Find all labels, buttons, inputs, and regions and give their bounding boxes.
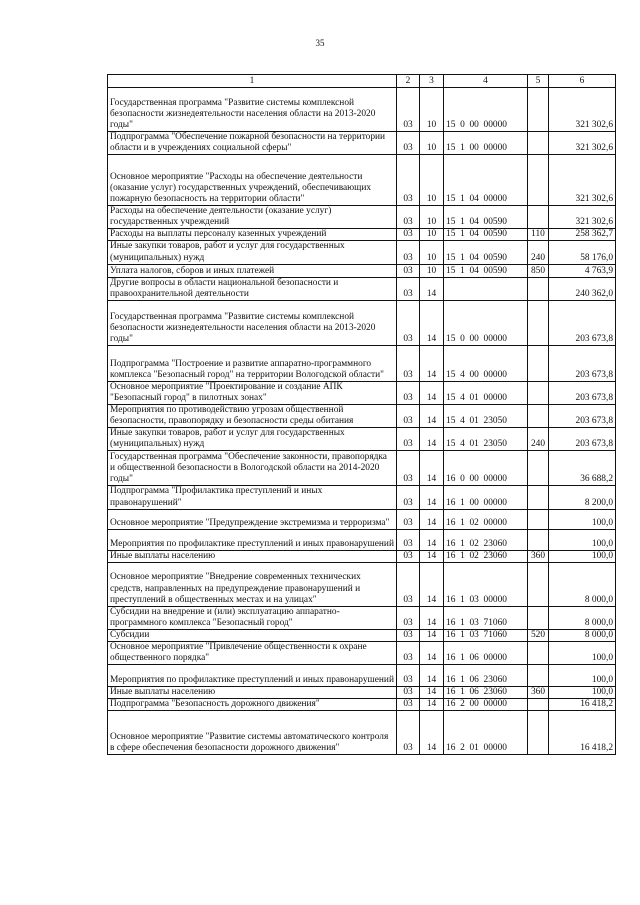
- cell-csr: [444, 277, 528, 300]
- cell-pr: 14: [420, 641, 444, 664]
- cell-pr: 14: [420, 711, 444, 755]
- cell-csr: 16 1 00 00000: [444, 486, 528, 509]
- cell-name: Мероприятия по противодействию угрозам общественной безопасности, правопорядку и безопасности среды обитания: [108, 405, 397, 428]
- cell-sum: 8 000,0: [549, 629, 616, 641]
- cell-sum: 8 000,0: [549, 606, 616, 629]
- cell-sum: 100,0: [549, 641, 616, 664]
- page-number: 35: [315, 38, 325, 48]
- cell-sum: 203 673,8: [549, 345, 616, 381]
- cell-name: Расходы на выплаты персоналу казенных учреждений: [108, 229, 397, 241]
- cell-vr: [528, 345, 549, 381]
- cell-csr: 15 1 04 00590: [444, 264, 528, 277]
- cell-rz: 03: [397, 132, 420, 155]
- cell-name: Расходы на обеспечение деятельности (оказание услуг) государственных учреждений: [108, 206, 397, 229]
- table-row: [108, 345, 616, 381]
- cell-rz: 03: [397, 665, 420, 687]
- cell-sum: 321 302,6: [549, 206, 616, 229]
- cell-name: Иные закупки товаров, работ и услуг для государственных (муниципальных) нужд: [108, 241, 397, 264]
- table-row: [108, 699, 616, 711]
- cell-pr: 14: [420, 562, 444, 606]
- cell-pr: 14: [420, 300, 444, 345]
- cell-vr: [528, 206, 549, 229]
- cell-rz: 03: [397, 562, 420, 606]
- cell-sum: 203 673,8: [549, 405, 616, 428]
- cell-rz: 03: [397, 206, 420, 229]
- cell-vr: [528, 381, 549, 404]
- cell-sum: 36 688,2: [549, 451, 616, 486]
- cell-name: Подпрограмма "Профилактика преступлений и иных правонарушений": [108, 486, 397, 509]
- table-row: [108, 381, 616, 404]
- cell-vr: [528, 300, 549, 345]
- cell-name: Основное мероприятие "Привлечение общественности к охране общественного порядка": [108, 641, 397, 664]
- cell-name: Субсидии на внедрение и (или) эксплуатацию аппаратно-программного комплекса "Безопасный город": [108, 606, 397, 629]
- cell-name: Мероприятия по профилактике преступлений и иных правонарушений: [108, 529, 397, 550]
- cell-vr: 520: [528, 629, 549, 641]
- column-header: 1: [108, 75, 397, 88]
- column-header: 6: [549, 75, 616, 88]
- cell-csr: 16 1 03 71060: [444, 629, 528, 641]
- cell-csr: 15 0 00 00000: [444, 300, 528, 345]
- cell-rz: 03: [397, 229, 420, 241]
- cell-rz: 03: [397, 687, 420, 699]
- cell-csr: 16 1 02 23060: [444, 529, 528, 550]
- cell-rz: 03: [397, 241, 420, 264]
- cell-sum: 203 673,8: [549, 381, 616, 404]
- cell-name: Государственная программа "Обеспечение законности, правопорядка и общественной безопасности в Вологодской области на 2014-2020 годы": [108, 451, 397, 486]
- cell-pr: 14: [420, 345, 444, 381]
- table-row: [108, 451, 616, 486]
- table-row: [108, 509, 616, 529]
- cell-rz: 03: [397, 345, 420, 381]
- cell-vr: 110: [528, 229, 549, 241]
- cell-pr: 14: [420, 687, 444, 699]
- cell-sum: 58 176,0: [549, 241, 616, 264]
- cell-vr: 360: [528, 687, 549, 699]
- column-header: 3: [420, 75, 444, 88]
- cell-name: Государственная программа "Развитие системы комплексной безопасности жизнедеятельности населения области на 2013-2020 годы": [108, 88, 397, 132]
- cell-vr: [528, 641, 549, 664]
- cell-rz: 03: [397, 88, 420, 132]
- cell-rz: 03: [397, 451, 420, 486]
- cell-csr: 16 0 00 00000: [444, 451, 528, 486]
- cell-vr: [528, 606, 549, 629]
- cell-vr: 240: [528, 241, 549, 264]
- cell-rz: 03: [397, 277, 420, 300]
- cell-csr: 15 4 00 00000: [444, 345, 528, 381]
- budget-table: [107, 74, 616, 755]
- cell-csr: 16 1 03 00000: [444, 562, 528, 606]
- cell-name: Уплата налогов, сборов и иных платежей: [108, 264, 397, 277]
- cell-sum: 100,0: [549, 687, 616, 699]
- column-header: 4: [444, 75, 528, 88]
- table-row: [108, 277, 616, 300]
- cell-name: Основное мероприятие "Расходы на обеспечение деятельности (оказание услуг) государственных учреждений, обеспечивающих пожарную безопасность на территории области": [108, 155, 397, 206]
- cell-sum: 321 302,6: [549, 88, 616, 132]
- cell-pr: 14: [420, 451, 444, 486]
- cell-name: Другие вопросы в области национальной безопасности и правоохранительной деятельности: [108, 277, 397, 300]
- cell-name: Мероприятия по профилактике преступлений и иных правонарушений: [108, 665, 397, 687]
- table-row: [108, 550, 616, 562]
- table-row: [108, 405, 616, 428]
- cell-sum: 16 418,2: [549, 699, 616, 711]
- cell-pr: 10: [420, 155, 444, 206]
- table-row: [108, 711, 616, 755]
- cell-sum: 100,0: [549, 509, 616, 529]
- cell-name: Иные выплаты населению: [108, 687, 397, 699]
- cell-name: Основное мероприятие "Предупреждение экстремизма и терроризма": [108, 509, 397, 529]
- cell-pr: 10: [420, 206, 444, 229]
- table-row: [108, 641, 616, 664]
- table-row: [108, 206, 616, 229]
- cell-pr: 14: [420, 509, 444, 529]
- cell-name: Подпрограмма "Обеспечение пожарной безопасности на территории области и в учреждениях социальной сферы": [108, 132, 397, 155]
- cell-vr: [528, 451, 549, 486]
- cell-csr: 15 1 04 00590: [444, 229, 528, 241]
- cell-name: Иные выплаты населению: [108, 550, 397, 562]
- table-row: [108, 606, 616, 629]
- cell-name: Основное мероприятие "Развитие системы автоматического контроля в сфере обеспечения безопасности дорожного движения": [108, 711, 397, 755]
- cell-csr: 16 1 02 00000: [444, 509, 528, 529]
- cell-csr: 16 1 06 00000: [444, 641, 528, 664]
- cell-rz: 03: [397, 405, 420, 428]
- table-row: [108, 300, 616, 345]
- cell-pr: 10: [420, 229, 444, 241]
- cell-pr: 14: [420, 550, 444, 562]
- cell-sum: 240 362,0: [549, 277, 616, 300]
- cell-pr: 14: [420, 381, 444, 404]
- cell-sum: 8 200,0: [549, 486, 616, 509]
- cell-rz: 03: [397, 509, 420, 529]
- cell-csr: 16 1 03 71060: [444, 606, 528, 629]
- cell-csr: 15 1 04 00000: [444, 155, 528, 206]
- table-row: [108, 486, 616, 509]
- cell-rz: 03: [397, 300, 420, 345]
- cell-rz: 03: [397, 486, 420, 509]
- table-row: [108, 241, 616, 264]
- cell-pr: 10: [420, 132, 444, 155]
- cell-pr: 14: [420, 606, 444, 629]
- table-body: [108, 88, 616, 755]
- cell-csr: 15 4 01 23050: [444, 405, 528, 428]
- table-row: [108, 132, 616, 155]
- cell-csr: 16 1 06 23060: [444, 665, 528, 687]
- cell-sum: 16 418,2: [549, 711, 616, 755]
- cell-vr: 240: [528, 428, 549, 451]
- cell-csr: 16 2 01 00000: [444, 711, 528, 755]
- cell-csr: 15 0 00 00000: [444, 88, 528, 132]
- cell-pr: 10: [420, 88, 444, 132]
- cell-vr: 850: [528, 264, 549, 277]
- cell-name: Субсидии: [108, 629, 397, 641]
- cell-pr: 10: [420, 264, 444, 277]
- cell-vr: 360: [528, 550, 549, 562]
- cell-csr: 15 4 01 00000: [444, 381, 528, 404]
- table-row: [108, 428, 616, 451]
- cell-rz: 03: [397, 641, 420, 664]
- cell-rz: 03: [397, 155, 420, 206]
- column-header: 2: [397, 75, 420, 88]
- cell-pr: 14: [420, 428, 444, 451]
- cell-vr: [528, 405, 549, 428]
- cell-vr: [528, 132, 549, 155]
- cell-sum: 100,0: [549, 550, 616, 562]
- cell-vr: [528, 529, 549, 550]
- cell-csr: 15 1 00 00000: [444, 132, 528, 155]
- column-header: 5: [528, 75, 549, 88]
- table-row: [108, 687, 616, 699]
- cell-sum: 321 302,6: [549, 132, 616, 155]
- cell-name: Основное мероприятие "Внедрение современных технических средств, направленных на предупреждение правонарушений и преступлений в общественных местах и на улицах": [108, 562, 397, 606]
- cell-sum: 321 302,6: [549, 155, 616, 206]
- table-row: [108, 665, 616, 687]
- cell-vr: [528, 562, 549, 606]
- cell-sum: 203 673,8: [549, 300, 616, 345]
- cell-vr: [528, 155, 549, 206]
- cell-rz: 03: [397, 428, 420, 451]
- cell-csr: 15 1 04 00590: [444, 241, 528, 264]
- cell-pr: 14: [420, 529, 444, 550]
- cell-vr: [528, 699, 549, 711]
- cell-name: Иные закупки товаров, работ и услуг для государственных (муниципальных) нужд: [108, 428, 397, 451]
- cell-rz: 03: [397, 629, 420, 641]
- cell-rz: 03: [397, 264, 420, 277]
- cell-csr: 15 4 01 23050: [444, 428, 528, 451]
- table-row: [108, 629, 616, 641]
- cell-sum: 8 000,0: [549, 562, 616, 606]
- cell-rz: 03: [397, 606, 420, 629]
- cell-sum: 203 673,8: [549, 428, 616, 451]
- cell-pr: 10: [420, 241, 444, 264]
- cell-pr: 14: [420, 699, 444, 711]
- table-row: [108, 88, 616, 132]
- cell-rz: 03: [397, 699, 420, 711]
- cell-vr: [528, 711, 549, 755]
- cell-vr: [528, 665, 549, 687]
- cell-csr: 16 1 02 23060: [444, 550, 528, 562]
- cell-rz: 03: [397, 529, 420, 550]
- table-row: [108, 229, 616, 241]
- cell-rz: 03: [397, 381, 420, 404]
- cell-name: Подпрограмма "Безопасность дорожного движения": [108, 699, 397, 711]
- cell-name: Государственная программа "Развитие системы комплексной безопасности жизнедеятельности населения области на 2013-2020 годы": [108, 300, 397, 345]
- cell-csr: 16 1 06 23060: [444, 687, 528, 699]
- table-row: [108, 562, 616, 606]
- cell-pr: 14: [420, 277, 444, 300]
- cell-vr: [528, 88, 549, 132]
- cell-name: Подпрограмма "Построение и развитие аппаратно-программного комплекса "Безопасный город" на территории Вологодской области": [108, 345, 397, 381]
- cell-csr: 15 1 04 00590: [444, 206, 528, 229]
- cell-rz: 03: [397, 550, 420, 562]
- cell-pr: 14: [420, 405, 444, 428]
- table-row: [108, 264, 616, 277]
- cell-sum: 100,0: [549, 529, 616, 550]
- cell-vr: [528, 509, 549, 529]
- cell-csr: 16 2 00 00000: [444, 699, 528, 711]
- cell-rz: 03: [397, 711, 420, 755]
- cell-sum: 258 362,7: [549, 229, 616, 241]
- cell-pr: 14: [420, 486, 444, 509]
- cell-sum: 4 763,9: [549, 264, 616, 277]
- cell-pr: 14: [420, 665, 444, 687]
- table-header: [108, 75, 616, 88]
- cell-name: Основное мероприятие "Проектирование и создание АПК "Безопасный город" в пилотных зонах": [108, 381, 397, 404]
- cell-sum: 100,0: [549, 665, 616, 687]
- table-row: [108, 155, 616, 206]
- cell-pr: 14: [420, 629, 444, 641]
- table-row: [108, 529, 616, 550]
- cell-vr: [528, 486, 549, 509]
- cell-vr: [528, 277, 549, 300]
